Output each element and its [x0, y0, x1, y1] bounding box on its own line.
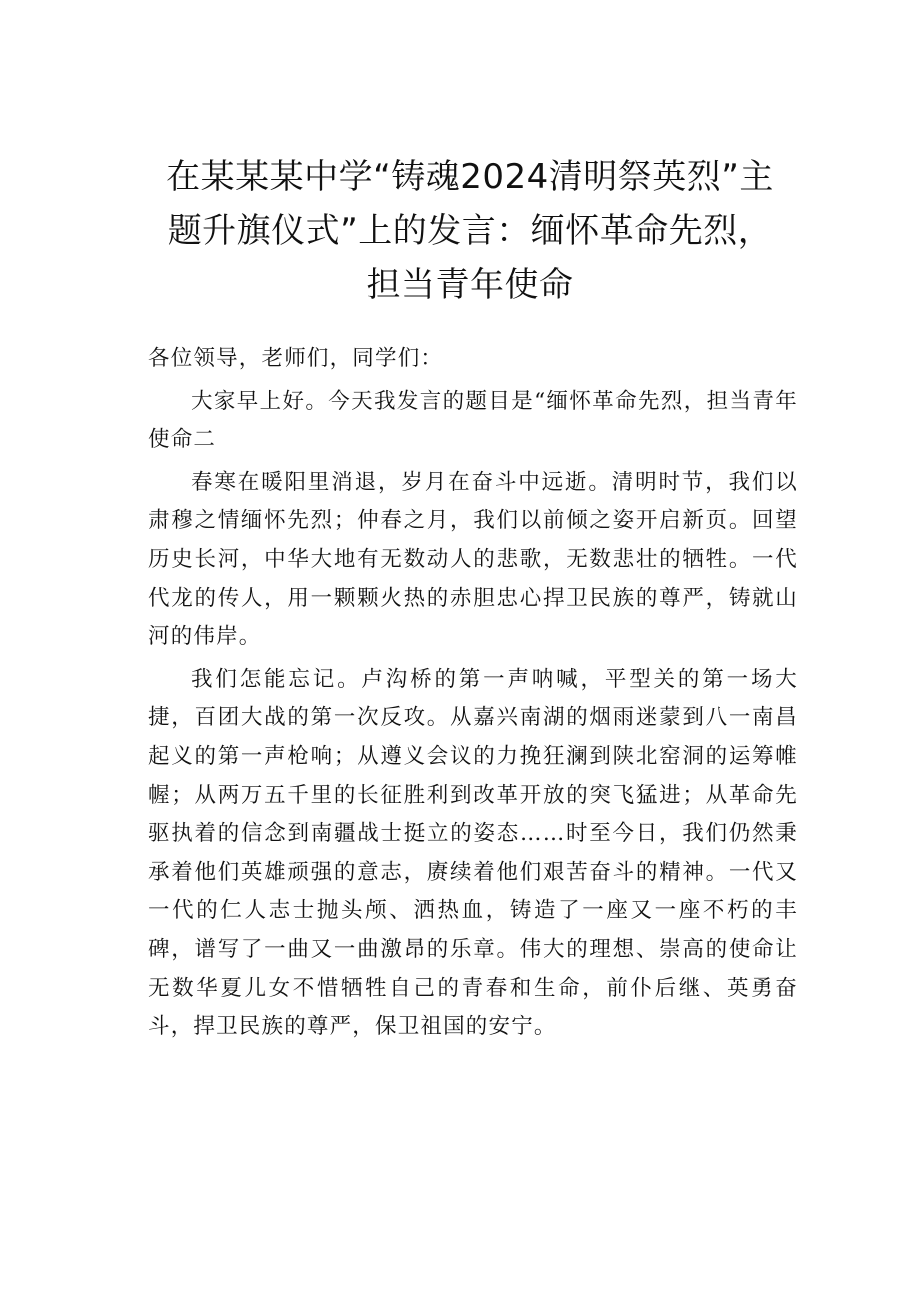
- title-line-1: 在某某某中学“铸魂2024清明祭英烈”主: [166, 157, 774, 197]
- paragraph-history: 我们怎能忘记。卢沟桥的第一声呐喊，平型关的第一场大捷，百团大战的第一次反攻。从嘉兴南湖的烟雨迷蒙到八一南昌起义的第一声枪响；从遵义会议的力挽狂澜到陕北窑洞的运筹帷幄；从两万五千里的长征胜利到改革开放的突飞猛进；从革命先驱执着的信念到南疆战士挺立的姿态……时至今日，我们仍然秉承着他们英雄顽强的意志，赓续着他们艰苦奋斗的精神。一代又一代的仁人志士抛头颅、洒热血，铸造了一座又一座不朽的丰碑，谱写了一曲又一曲激昂的乐章。伟大的理想、崇高的使命让无数华夏儿女不惜牺牲自己的青春和生命，前仆后继、英勇奋斗，捍卫民族的尊严，保卫祖国的安宁。: [148, 666, 798, 1040]
- document-title: [140, 150, 800, 312]
- document-body: [148, 340, 798, 1051]
- title-line-2: 题升旗仪式”上的发言：缅怀革命先烈，: [167, 211, 773, 251]
- paragraph-greeting: 大家早上好。今天我发言的题目是“缅怀革命先烈，担当青年使命二: [148, 388, 798, 453]
- paragraph-spring: 春寒在暖阳里消退，岁月在奋斗中远逝。清明时节，我们以肃穆之情缅怀先烈；仲春之月，我们以前倾之姿开启新页。回望历史长河，中华大地有无数动人的悲歌，无数悲壮的牺牲。一代代龙的传人，用一颗颗火热的赤胆忠心捍卫民族的尊严，铸就山河的伟岸。: [148, 469, 798, 650]
- title-line-3: 担当青年使命: [366, 265, 574, 305]
- salutation: 各位领导，老师们，同学们：: [148, 346, 444, 371]
